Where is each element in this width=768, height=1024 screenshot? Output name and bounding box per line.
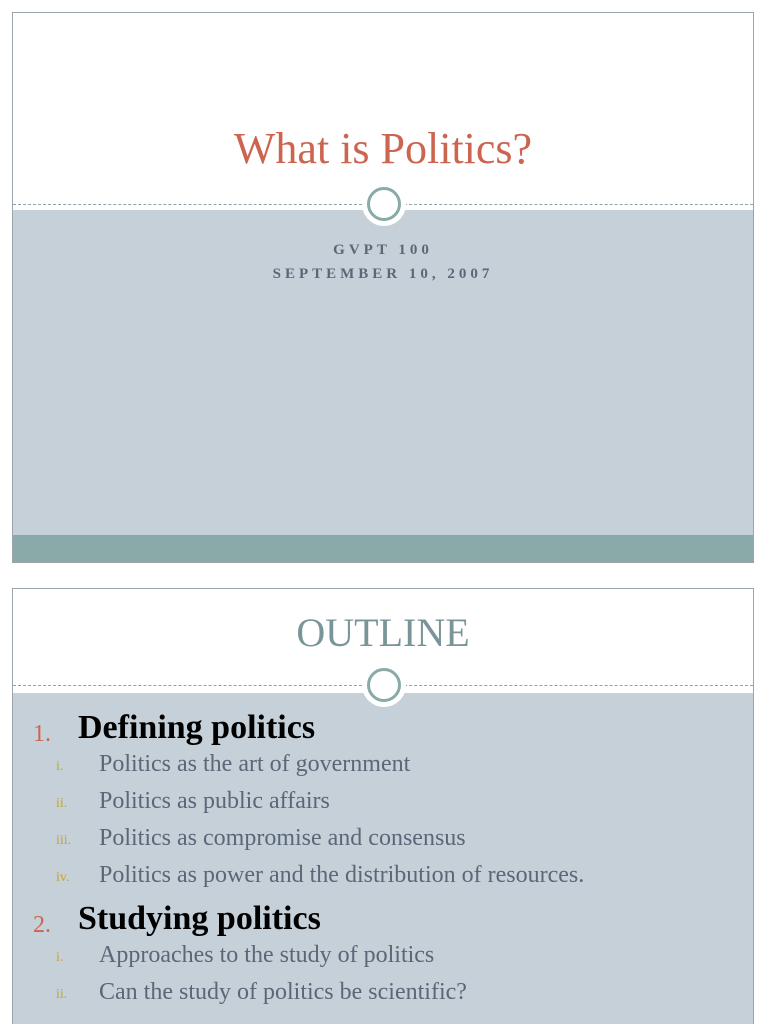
item-text: Politics as power and the distribution of resources.: [99, 862, 585, 888]
list-item: [33, 860, 753, 897]
outline-list: [33, 709, 753, 1014]
item-text: Approaches to the study of politics: [99, 942, 435, 968]
section-number: 2.: [33, 912, 51, 938]
list-item: [33, 977, 753, 1014]
item-number: i.: [56, 759, 64, 774]
item-text: Politics as compromise and consensus: [99, 825, 466, 851]
lecture-date: SEPTEMBER 10, 2007: [272, 266, 494, 282]
item-number: iii.: [56, 833, 72, 848]
outline-section: [33, 900, 753, 940]
item-text: Politics as public affairs: [99, 788, 330, 814]
title-slide: [12, 12, 754, 563]
item-number: ii.: [56, 987, 68, 1002]
circle-ornament-icon: [362, 182, 406, 226]
item-text: Can the study of politics be scientific?: [99, 979, 467, 1005]
outline-slide: [12, 588, 754, 1024]
title-band: [13, 13, 753, 210]
circle-ornament-icon: [362, 663, 406, 707]
item-number: i.: [56, 950, 64, 965]
section-title: Studying politics: [78, 900, 321, 937]
section-title: Defining politics: [78, 709, 316, 746]
list-item: [33, 823, 753, 860]
item-number: ii.: [56, 796, 68, 811]
section-number: 1.: [33, 721, 51, 747]
list-item: [33, 749, 753, 786]
outline-section: [33, 709, 753, 749]
outline-title: OUTLINE: [296, 610, 470, 655]
list-item: [33, 940, 753, 977]
item-number: iv.: [56, 870, 70, 885]
list-item: [33, 786, 753, 823]
item-text: Politics as the art of government: [99, 751, 411, 777]
slide-title: What is Politics?: [233, 124, 533, 173]
course-code: GVPT 100: [333, 242, 433, 258]
footer-band: [13, 535, 753, 562]
